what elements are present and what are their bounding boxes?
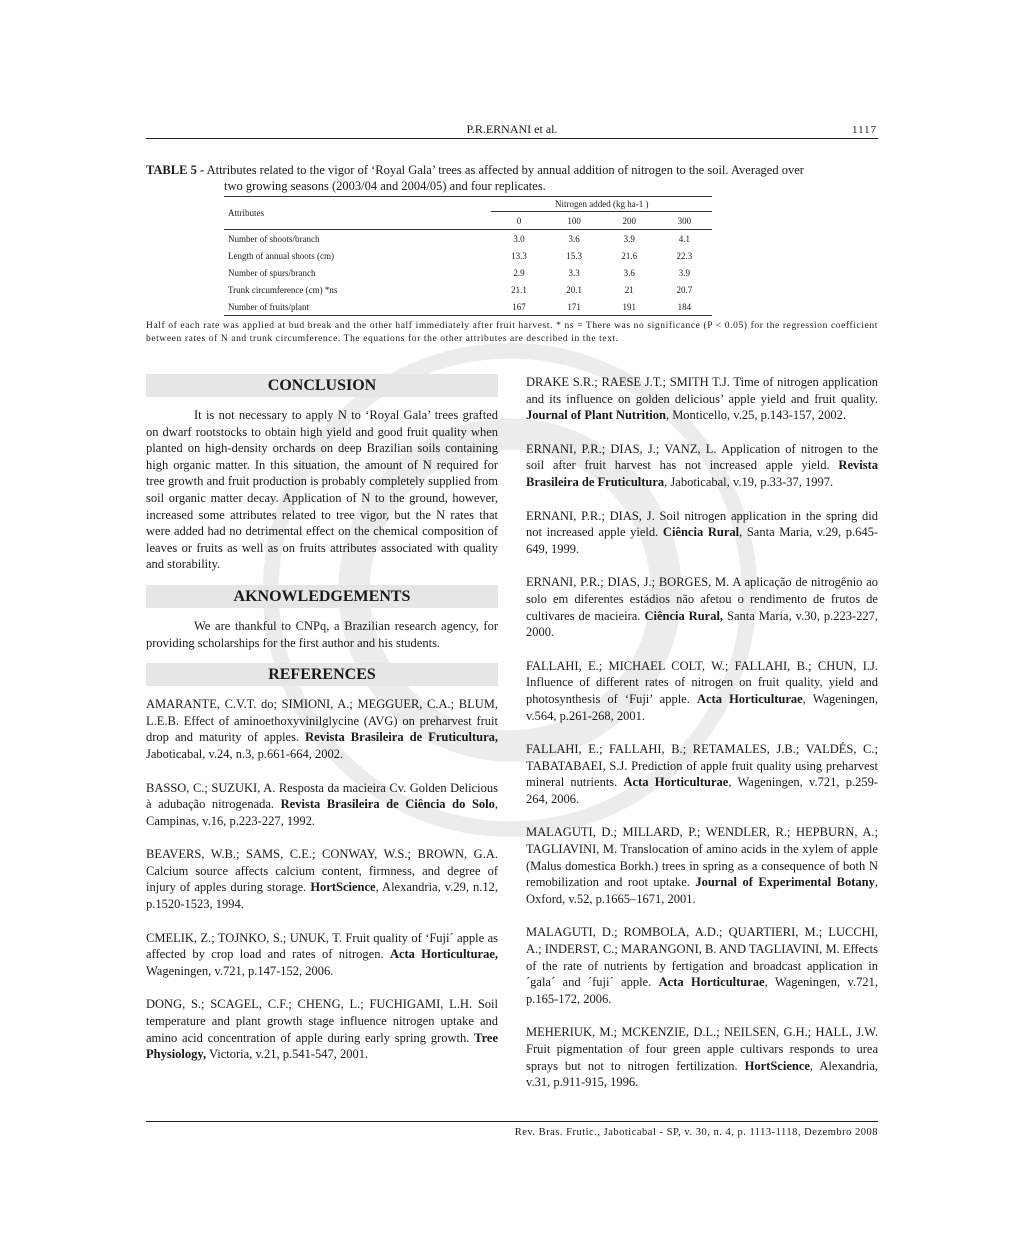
reference-item	[146, 780, 498, 830]
reference-details: , Wageningen, v.564, p.261-268, 2001.	[526, 691, 878, 723]
reference-item	[526, 658, 878, 724]
table-cell: 3.9	[678, 267, 690, 278]
table-cell: 13.3	[511, 250, 527, 261]
reference-journal: Ciência Rural,	[644, 608, 724, 623]
reference-journal: Revista Brasileira de Fruticultura,	[305, 730, 498, 745]
table-row-label: Trunk circumference (cm) *ns	[228, 284, 338, 295]
reference-details: , Wageningen, v.721, p.259-264, 2006.	[526, 775, 879, 806]
reference-authors-title: MALAGUTI, D.; ROMBOLA, A.D.; QUARTIERI, M.; LUCCHI, A.; INDERST, C.; MARANGONI, B. AND TAGLIAVINI, M. Effects of the rate of nutrients by fertigation and broadcast application in ´gala´ and ´fuji´ apple.	[526, 925, 878, 990]
table5-caption-line1: Attributes related to the vigor of ‘Royal Gala’ trees as affected by annual addition of nitrogen to the soil. Averaged over	[206, 163, 804, 177]
table5-rate-header: 200	[602, 212, 657, 230]
reference-item	[146, 696, 498, 762]
reference-item	[146, 996, 498, 1062]
table-cell: 21	[624, 284, 634, 295]
table-cell: 191	[602, 298, 657, 316]
page-number: 1117	[852, 124, 878, 136]
table5-rate-header: 100	[547, 212, 602, 230]
reference-details: , Jaboticabal, v.19, p.33-37, 1997.	[664, 474, 834, 489]
reference-details: Victoria, v.21, p.541-547, 2001.	[206, 1047, 369, 1062]
reference-item	[526, 441, 878, 491]
reference-item	[526, 924, 878, 1007]
table-row	[224, 281, 712, 298]
table-cell: 20.7	[676, 284, 693, 295]
table5-footnote: Half of each rate was applied at bud break and the other half immediately after fruit harvest. * ns = There was no significance (P < 0.05) for the regression coefficient between rates of N and trunk circumference. The equations for the other attributes are described in the text.	[146, 321, 878, 344]
header-rule	[146, 138, 878, 139]
table-row	[224, 247, 712, 264]
reference-details: , Wageningen, v.721, p.165-172, 2006.	[526, 975, 878, 1006]
footer-rule	[146, 1121, 878, 1122]
reference-journal: Acta Horticulturae	[658, 975, 765, 990]
table-row-label: Number of spurs/branch	[228, 267, 316, 278]
table-cell: 171	[547, 298, 602, 316]
reference-details: , Alexandria, v.29, n.12, p.1520-1523, 1994.	[146, 880, 499, 912]
table-cell: 21.1	[511, 284, 527, 295]
running-header-title: P.R.ERNANI et al.	[466, 122, 558, 136]
table5-label: TABLE 5 -	[146, 163, 205, 177]
table-cell: 3.6	[568, 233, 580, 244]
reference-details: , Santa Maria, v.29, p.645-649, 1999.	[526, 525, 878, 556]
table-row	[224, 230, 712, 248]
reference-details: , Oxford, v.52, p.1665–1671, 2001.	[526, 875, 878, 906]
reference-details: , Monticello, v.25, p.143-157, 2002.	[665, 408, 847, 423]
table-row	[224, 264, 712, 281]
reference-details: , Campinas, v.16, p.223-227, 1992.	[146, 797, 498, 828]
table-row-label: Length of annual shoots (cm)	[228, 250, 334, 261]
reference-item	[526, 508, 878, 558]
left-column	[146, 374, 498, 1080]
table-cell: 2.9	[513, 267, 525, 278]
acknowledgements-paragraph: We are thankful to CNPq, a Brazilian research agency, for providing scholarships for the first author and his students.	[146, 618, 498, 650]
table-cell: 4.1	[678, 233, 690, 244]
table-row	[224, 298, 712, 316]
reference-journal: Ciência Rural	[662, 525, 740, 540]
reference-details: Santa Maria, v.30, p.223-227, 2000.	[526, 608, 878, 640]
table5-col-group: Nitrogen added (kg ha-1 )	[491, 197, 712, 212]
reference-item	[526, 374, 878, 424]
conclusion-heading: CONCLUSION	[146, 374, 498, 397]
table-cell: 20.1	[566, 284, 582, 295]
table5-rate-header: 300	[657, 212, 712, 230]
reference-authors-title: MALAGUTI, D.; MILLARD, P.; WENDLER, R.; HEPBURN, A.; TAGLIAVINI, M. Translocation of amino acids in the xylem of apple (Malus domestica Borkh.) trees in spring as a consequence of both N remobilization and root uptake.	[526, 825, 878, 890]
reference-journal: Acta Horticulturae,	[389, 947, 498, 962]
reference-item	[146, 846, 498, 912]
reference-authors-title: ERNANI, P.R.; DIAS, J. Soil nitrogen application in the spring did not increased apple yield.	[526, 508, 878, 540]
conclusion-paragraph: It is not necessary to apply N to ‘Royal Gala’ trees grafted on dwarf rootstocks to obtain high yield and good fruit quality when planted on high-density orchards on deep Brazilian soils containing high organic matter. In this situation, the amount of N required for tree growth and fruit production is probably completely supplied from soil organic matter decay. Application of N to the ground, however, increased some attributes related to tree vigor, but the N rates that were added had no detrimental effect on the chemical composition of leaves or fruits as well as on fruits attributes associated with quality and storability.	[146, 408, 498, 572]
reference-journal: HortScience	[310, 880, 376, 895]
reference-authors-title: BASSO, C.; SUZUKI, A. Resposta da macieira Cv. Golden Delicious à adubação nitrogenada.	[146, 780, 498, 812]
reference-journal: Acta Horticulturae	[696, 691, 803, 706]
reference-authors-title: ERNANI, P.R.; DIAS, J.; BORGES, M. A aplicação de nitrogênio ao solo em diferentes estádios não afetou o rendimento de frutos de cultivares de macieira.	[526, 575, 878, 623]
reference-details: Jaboticabal, v.24, n.3, p.661-664, 2002.	[146, 746, 344, 761]
table5-col-attributes: Attributes	[224, 197, 491, 230]
reference-authors-title: CMELIK, Z.; TOJNKO, S.; UNUK, T. Fruit quality of ‘Fuji´ apple as affected by crop load and rates of nitrogen.	[146, 930, 498, 962]
table-cell: 15.3	[566, 250, 582, 261]
reference-item	[526, 741, 878, 807]
reference-details: Wageningen, v.721, p.147-152, 2006.	[146, 963, 334, 978]
acknowledgements-heading: AKNOWLEDGEMENTS	[146, 585, 498, 608]
table5-rate-header: 0	[491, 212, 546, 230]
table-cell: 184	[657, 298, 712, 316]
reference-authors-title: DONG, S.; SCAGEL, C.F.; CHENG, L.; FUCHIGAMI, L.H. Soil temperature and plant growth stage influence nitrogen uptake and amino acid concentration of apple during early spring growth.	[146, 997, 498, 1045]
reference-item	[526, 574, 878, 640]
table-row-label: Number of fruits/plant	[224, 298, 491, 316]
reference-authors-title: DRAKE S.R.; RAESE J.T.; SMITH T.J. Time of nitrogen application and its influence on golden delicious’ apple yield and fruit quality.	[526, 375, 878, 406]
reference-journal: Journal of Experimental Botany	[695, 875, 875, 890]
table-cell: 22.3	[676, 250, 693, 261]
reference-authors-title: BEAVERS, W.B.; SAMS, C.E.; CONWAY, W.S.; BROWN, G.A. Calcium source affects calcium content, firmness, and degree of injury of apples during storage.	[146, 847, 498, 895]
reference-authors-title: AMARANTE, C.V.T. do; SIMIONI, A.; MEGGUER, C.A.; BLUM, L.E.B. Effect of aminoethoxyvinilglycine (AVG) on preharvest fruit drop and maturity of apples.	[146, 697, 498, 745]
reference-authors-title: ERNANI, P.R.; DIAS, J.; VANZ, L. Application of nitrogen to the soil after fruit harvest has not increased apple yield.	[526, 441, 878, 473]
table-cell: 3.9	[623, 233, 635, 244]
reference-journal: HortScience	[744, 1058, 810, 1073]
right-column	[526, 374, 878, 1108]
table5-caption	[146, 162, 878, 194]
table-cell: 21.6	[621, 250, 638, 261]
reference-authors-title: MEHERIUK, M.; MCKENZIE, D.L.; NEILSEN, G.H.; HALL, J.W. Fruit pigmentation of four green apple cultivars responds to urea sprays but not to nitrogen fertilization.	[526, 1025, 878, 1073]
reference-journal: Revista Brasileira de Fruticultura	[526, 458, 878, 489]
footer-citation: Rev. Bras. Frutic., Jaboticabal - SP, v. 30, n. 4, p. 1113-1118, Dezembro 2008	[514, 1127, 878, 1138]
table-cell: 3.0	[513, 233, 525, 244]
table5-caption-line2: two growing seasons (2003/04 and 2004/05) and four replicates.	[224, 179, 546, 193]
table-cell: 167	[491, 298, 546, 316]
reference-journal: Journal of Plant Nutrition	[526, 408, 666, 423]
table-row-label: Number of shoots/branch	[228, 233, 320, 244]
table5	[224, 196, 712, 316]
reference-item	[526, 1024, 878, 1090]
reference-authors-title: FALLAHI, E.; FALLAHI, B.; RETAMALES, J.B.; VALDÉS, C.; TABATABAEI, S.J. Prediction of apple fruit quality using preharvest mineral nutrients.	[526, 742, 878, 790]
reference-journal: Revista Brasileira de Ciência do Solo	[280, 797, 495, 812]
reference-item	[146, 930, 498, 980]
table-cell: 3.6	[623, 267, 635, 278]
reference-authors-title: FALLAHI, E.; MICHAEL COLT, W.; FALLAHI, B.; CHUN, I.J. Influence of different rates of nitrogen on fruit quality, yield and photosynthesis of ‘Fuji’ apple.	[526, 658, 878, 706]
reference-item	[526, 824, 878, 907]
references-heading: REFERENCES	[146, 663, 498, 686]
reference-details: , Alexandria, v.31, p.911-915, 1996.	[526, 1058, 879, 1090]
reference-journal: Acta Horticulturae	[623, 775, 729, 790]
table-cell: 3.3	[568, 267, 580, 278]
reference-journal: Tree Physiology,	[146, 1030, 498, 1062]
